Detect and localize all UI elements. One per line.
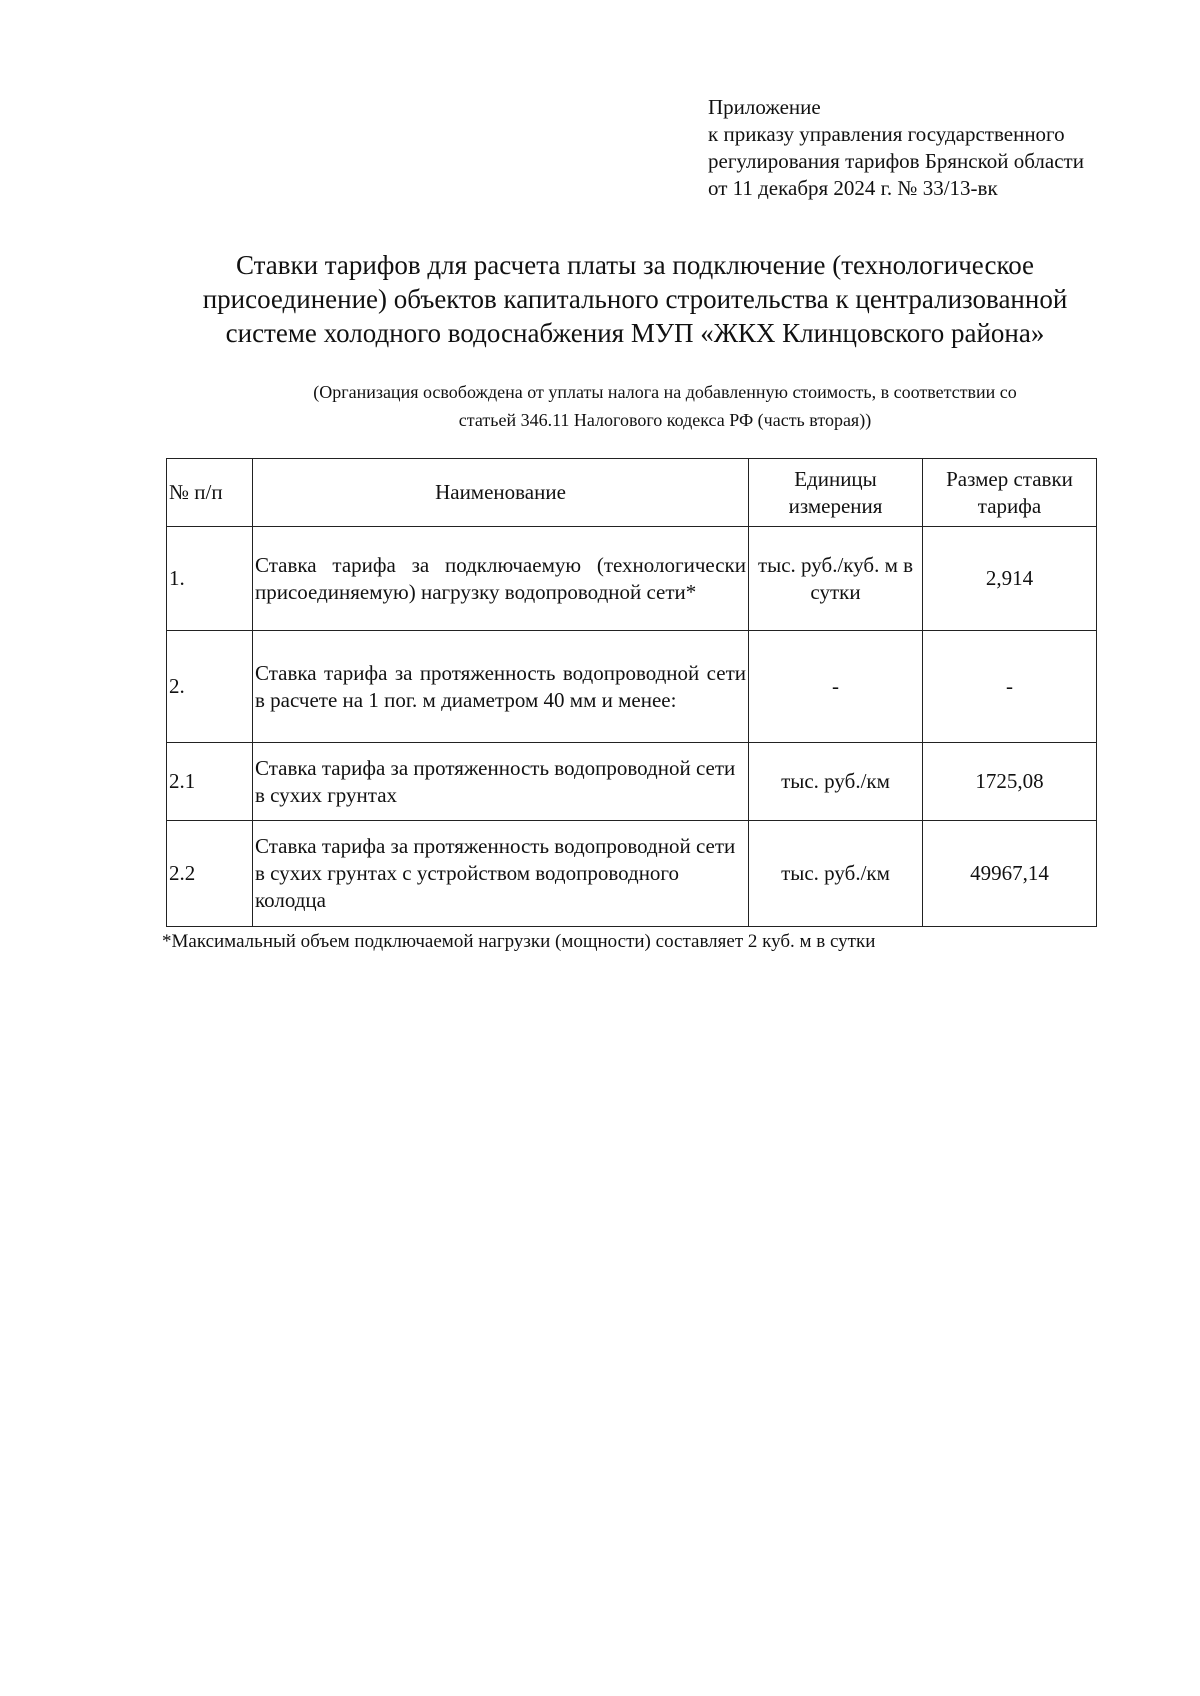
row-rate: 2,914 — [923, 527, 1097, 631]
row-num: 2. — [167, 631, 253, 743]
header-name: Наименование — [253, 459, 749, 527]
row-unit: тыс. руб./км — [749, 821, 923, 927]
table-header-row — [167, 459, 1097, 527]
appendix-block — [708, 94, 1084, 202]
row-name: Ставка тарифа за протяженность водопроводной сети в расчете на 1 пог. м диаметром 40 мм и менее: — [253, 631, 749, 743]
row-unit: тыс. руб./км — [749, 743, 923, 821]
title-line-1: Ставки тарифов для расчета платы за подключение (технологическое — [235, 250, 1035, 280]
appendix-label: Приложение — [708, 95, 821, 119]
row-num: 1. — [167, 527, 253, 631]
row-unit: тыс. руб./куб. м в сутки — [749, 527, 923, 631]
row-num: 2.1 — [167, 743, 253, 821]
vat-note-line-1: (Организация освобождена от уплаты налога на добавленную стоимость, в соответствии со — [313, 382, 1017, 402]
tariff-table — [166, 458, 1097, 927]
vat-exemption-note — [200, 378, 1130, 434]
document-title — [120, 248, 1150, 350]
table-row — [167, 527, 1097, 631]
row-name: Ставка тарифа за протяженность водопроводной сети в сухих грунтах с устройством водопроводного колодца — [253, 821, 749, 927]
title-line-3: системе холодного водоснабжения МУП «ЖКХ Клинцовского района» — [225, 318, 1045, 348]
footnote: *Максимальный объем подключаемой нагрузки (мощности) составляет 2 куб. м в сутки — [162, 931, 876, 952]
row-rate: 1725,08 — [923, 743, 1097, 821]
header-rate: Размер ставки тарифа — [923, 459, 1097, 527]
table-row — [167, 631, 1097, 743]
title-line-2: присоединение) объектов капитального строительства к централизованной — [202, 284, 1068, 314]
header-num: № п/п — [167, 459, 253, 527]
header-unit: Единицы измерения — [749, 459, 923, 527]
row-unit: - — [749, 631, 923, 743]
row-num: 2.2 — [167, 821, 253, 927]
row-name: Ставка тарифа за подключаемую (технологически присоединяемую) нагрузку водопроводной сети* — [253, 527, 749, 631]
appendix-date-line: от 11 декабря 2024 г. № 33/13-вк — [708, 176, 998, 200]
row-name: Ставка тарифа за протяженность водопроводной сети в сухих грунтах — [253, 743, 749, 821]
table-row — [167, 743, 1097, 821]
vat-note-line-2: статьей 346.11 Налогового кодекса РФ (часть вторая)) — [458, 410, 872, 430]
row-rate: 49967,14 — [923, 821, 1097, 927]
row-rate: - — [923, 631, 1097, 743]
appendix-authority-line: регулирования тарифов Брянской области — [708, 149, 1084, 173]
appendix-order-line: к приказу управления государственного — [708, 122, 1065, 146]
table-row — [167, 821, 1097, 927]
